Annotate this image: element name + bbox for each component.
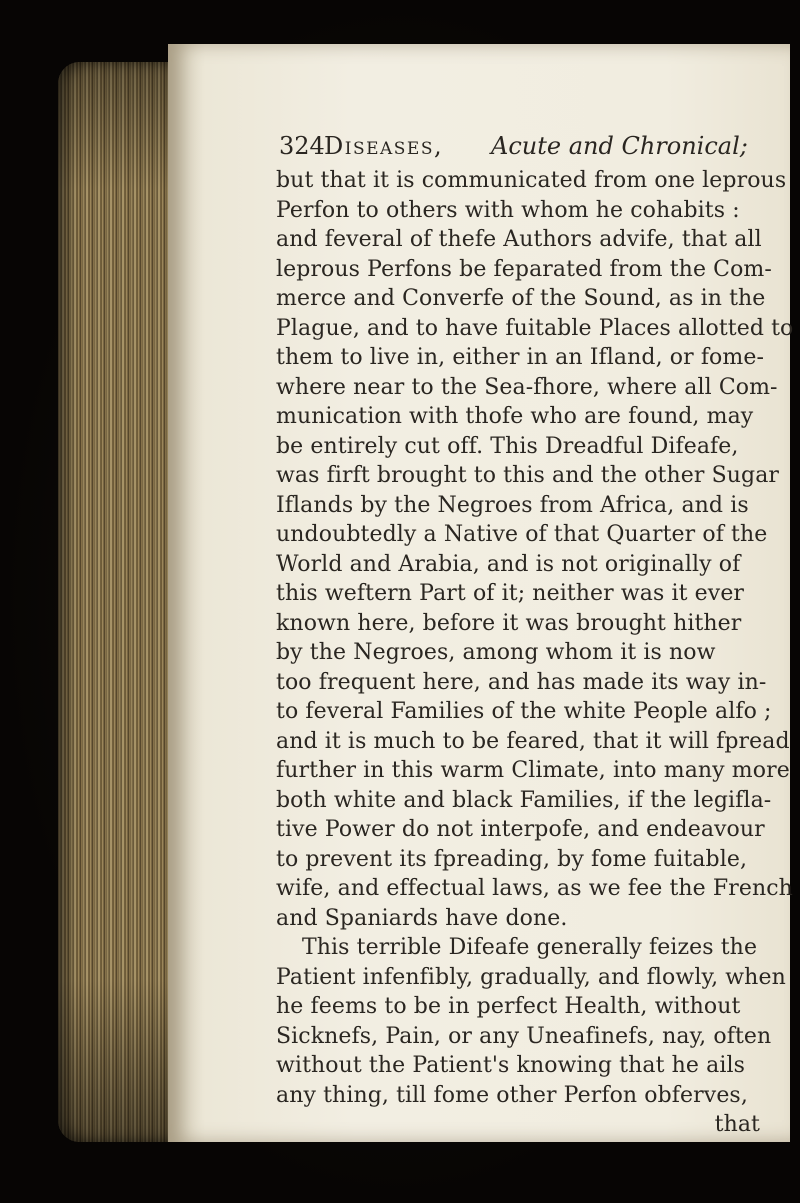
text-line: them to live in, either in an Ifland, or fome-: [276, 345, 765, 370]
text-line: he feems to be in perfect Health, without: [276, 994, 741, 1019]
text-line: but that it is communicated from one leprous: [276, 168, 787, 193]
text-line: tive Power do not interpofe, and endeavour: [276, 817, 765, 842]
text-line: and Spaniards have done.: [276, 905, 568, 931]
text-line: Perfon to others with whom he cohabits :: [276, 197, 740, 223]
running-head: Diseases,: [324, 132, 444, 160]
text-line: where near to the Sea-fhore, where all Com-: [276, 374, 778, 400]
text-line: both white and black Families, if the legifla-: [276, 787, 772, 813]
text-line: undoubtedly a Native of that Quarter of the: [276, 522, 768, 547]
page-text: [276, 126, 794, 1140]
text-line: and it is much to be feared, that it will fpread: [276, 728, 790, 754]
text-line: Sicknefs, Pain, or any Uneafinefs, nay, often: [276, 1023, 772, 1049]
text-line: this weftern Part of it; neither was it ever: [276, 581, 745, 606]
text-line: Plague, and to have fuitable Places allotted to: [276, 315, 794, 341]
text-line: known here, before it was brought hither: [276, 610, 742, 636]
text-line: any thing, till fome other Perfon obferves,: [276, 1082, 748, 1108]
text-line: leprous Perfons be feparated from the Com-: [276, 256, 772, 282]
text-line: Iflands by the Negroes from Africa, and is: [276, 492, 749, 518]
text-line: and feveral of thefe Authors advife, that all: [276, 227, 762, 252]
catchword: that: [714, 1112, 760, 1137]
text-line: Patient infenfibly, gradually, and flowly, when: [276, 964, 786, 990]
page-edges-shadow: [58, 62, 170, 1142]
text-line: World and Arabia, and is not originally of: [276, 551, 741, 577]
page-number: 324: [279, 132, 325, 160]
text-line: too frequent here, and has made its way in-: [276, 669, 767, 695]
text-line: to prevent its fpreading, by fome fuitable,: [276, 846, 748, 872]
text-line: further in this warm Climate, into many more: [276, 758, 790, 783]
running-head-italic: Acute and Chronical;: [491, 132, 748, 160]
page-header: [276, 126, 760, 166]
text-line: merce and Converfe of the Sound, as in the: [276, 286, 766, 311]
text-line: was firft brought to this and the other Sugar: [276, 463, 780, 488]
text-line: wife, and effectual laws, as we fee the French: [276, 876, 793, 901]
text-line: to feveral Families of the white People alfo ;: [276, 699, 772, 724]
text-line: without the Patient's knowing that he ails: [276, 1053, 745, 1078]
text-line: munication with thofe who are found, may: [276, 404, 754, 429]
text-line: by the Negroes, among whom it is now: [276, 640, 716, 665]
text-line: be entirely cut off. This Dreadful Difeafe,: [276, 433, 739, 459]
text-line: This terrible Difeafe generally feizes the: [302, 935, 758, 960]
